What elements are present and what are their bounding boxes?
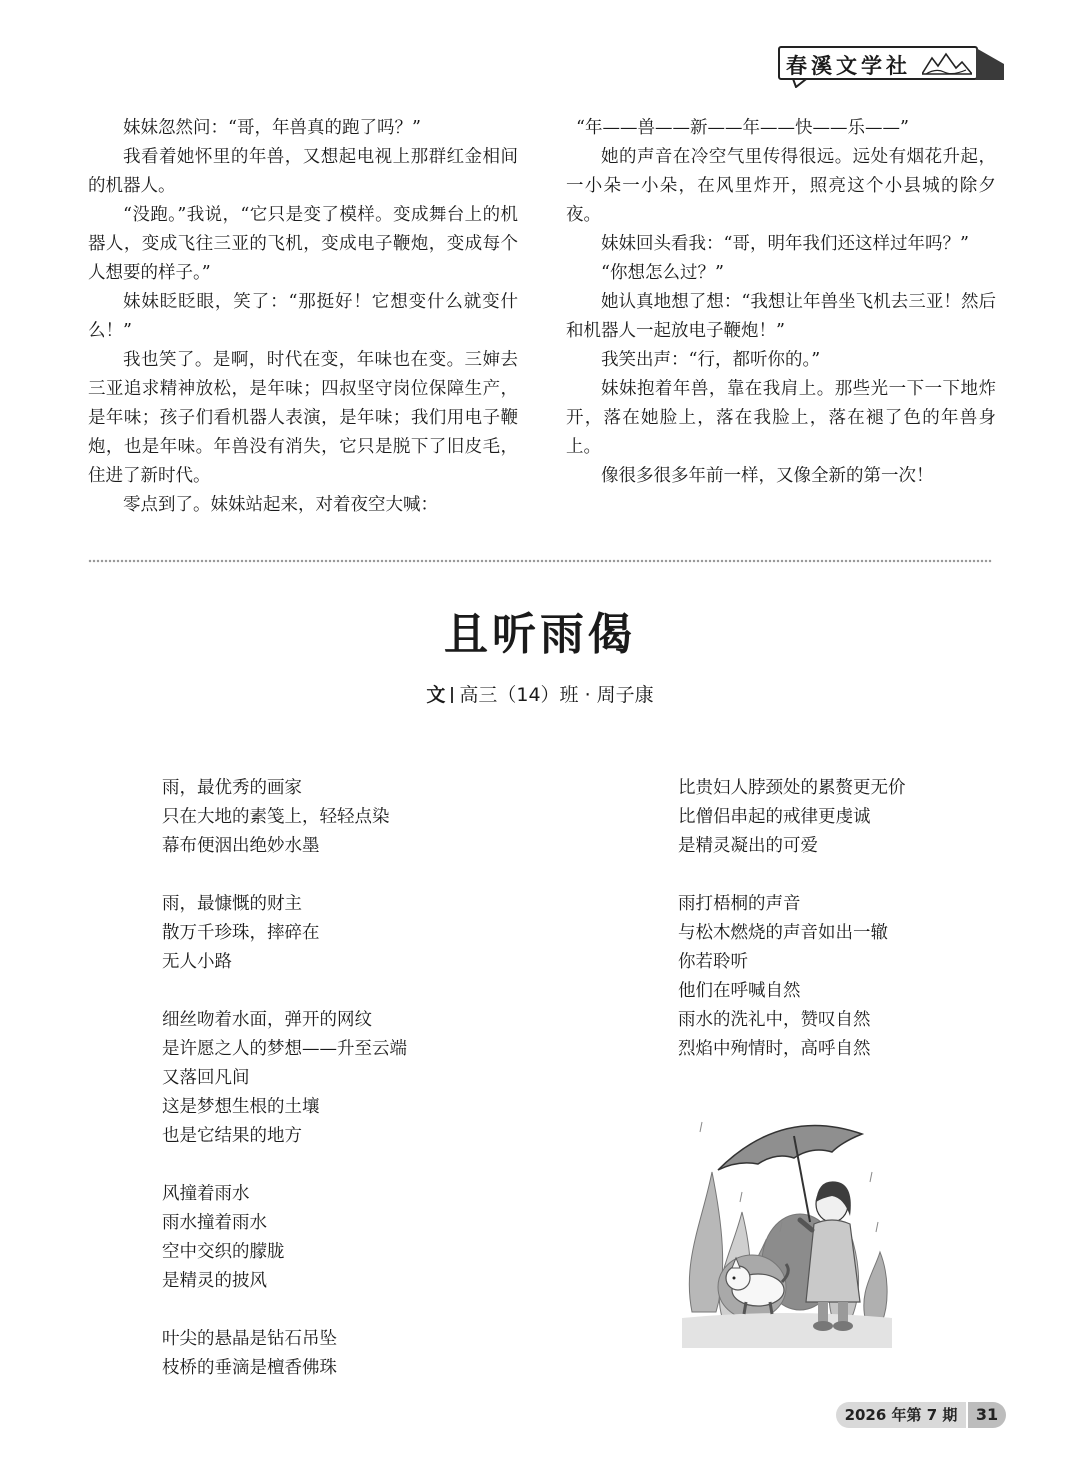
poem-line: 比贵妇人脖颈处的累赘更无价 <box>678 778 906 798</box>
poem-line: 幕布便洇出绝妙水墨 <box>162 836 320 856</box>
page-number: 31 <box>968 1402 1006 1428</box>
poem-line: 烈焰中殉情时，高呼自然 <box>678 1039 871 1059</box>
paragraph: 她的声音在冷空气里传得很远。远处有烟花升起，一小朵一小朵，在风里炸开，照亮这个小县城的除夕夜。 <box>566 147 996 225</box>
poem-line: 雨打梧桐的声音 <box>678 894 801 914</box>
poem-line: 风撞着雨水 <box>162 1184 250 1204</box>
paragraph: 妹妹抱着年兽，靠在我肩上。那些光一下一下地炸开，落在她脸上，落在我脸上，落在褪了色的年兽身上。 <box>566 379 996 457</box>
poem-line: 无人小路 <box>162 952 232 972</box>
paragraph: “没跑。”我说，“它只是变了模样。变成舞台上的机器人，变成飞往三亚的飞机，变成电子鞭炮，变成每个人想要的样子。” <box>88 205 518 283</box>
poem-right-column <box>678 774 1008 1093</box>
poem-line: 是精灵凝出的可爱 <box>678 836 818 856</box>
stanza <box>678 774 1008 861</box>
paragraph: 像很多很多年前一样，又像全新的第一次！ <box>601 466 934 486</box>
poem-line: 又落回凡间 <box>162 1068 250 1088</box>
poem-line: 雨，最慷慨的财主 <box>162 894 302 914</box>
poem-line: 雨水的洗礼中，赞叹自然 <box>678 1010 871 1030</box>
paragraph: 我看着她怀里的年兽，又想起电视上那群红金相间的机器人。 <box>88 147 518 196</box>
paragraph: “年——兽——新——年——快——乐——” <box>576 118 909 138</box>
paragraph: 妹妹忽然问：“哥，年兽真的跑了吗？” <box>123 118 421 138</box>
poem-line: 雨水撞着雨水 <box>162 1213 267 1233</box>
poem-line: 雨，最优秀的画家 <box>162 778 302 798</box>
ground <box>682 1313 892 1348</box>
stanza <box>162 1325 542 1383</box>
stanza <box>678 890 1008 1064</box>
poem-line: 是许愿之人的梦想——升至云端 <box>162 1039 407 1059</box>
poem-line: 也是它结果的地方 <box>162 1126 302 1146</box>
section-title: 春溪文学社 <box>786 53 911 78</box>
paragraph: 妹妹眨眨眼，笑了：“那挺好！它想变什么就变什么！” <box>88 292 518 341</box>
poem-title: 且听雨偈 <box>444 609 636 660</box>
header-box <box>778 46 978 80</box>
byline-author: 高三（14）班 · 周子康 <box>459 684 654 706</box>
story-left-column <box>88 114 518 520</box>
story-right-column <box>566 114 996 491</box>
mountains-icon <box>922 52 972 76</box>
paragraph: 她认真地想了想：“我想让年兽坐飞机去三亚！然后和机器人一起放电子鞭炮！” <box>566 292 996 341</box>
paragraph: 妹妹回头看我：“哥，明年我们还这样过年吗？” <box>601 234 969 254</box>
paragraph: 我也笑了。是啊，时代在变，年味也在变。三婶去三亚追求精神放松，是年味；四叔坚守岗位保障生产，是年味；孩子们看机器人表演，是年味；我们用电子鞭炮，也是年味。年兽没有消失，它只是脱下了旧皮毛，住进了新时代。 <box>88 350 518 486</box>
poem-left-column <box>162 774 542 1412</box>
byline <box>0 680 1080 707</box>
poem-line: 比僧侣串起的戒律更虔诚 <box>678 807 871 827</box>
poem-line: 散万千珍珠，摔碎在 <box>162 923 320 943</box>
poem-line: 只在大地的素笺上，轻轻点染 <box>162 807 390 827</box>
poem-line: 枝桥的垂滴是檀香佛珠 <box>162 1358 337 1378</box>
poem-line: 你若聆听 <box>678 952 748 972</box>
dotted-divider <box>88 558 992 564</box>
poem-line: 与松木燃烧的声音如出一辙 <box>678 923 888 943</box>
girl-umbrella-illustration <box>682 1112 892 1348</box>
byline-prefix: 文 <box>426 684 446 706</box>
poem-line: 他们在呼喊自然 <box>678 981 801 1001</box>
stanza <box>162 1006 542 1151</box>
poem-line: 叶尖的悬晶是钻石吊坠 <box>162 1329 337 1349</box>
poem-line: 这是梦想生根的土壤 <box>162 1097 320 1117</box>
poem-line: 是精灵的披风 <box>162 1271 267 1291</box>
poem-line: 细丝吻着水面，弹开的网纹 <box>162 1010 372 1030</box>
poem-line: 空中交织的朦胧 <box>162 1242 285 1262</box>
stanza <box>162 890 542 977</box>
byline-separator <box>451 687 453 703</box>
ribbon-flag-icon <box>976 46 1006 82</box>
issue-label: 2026 年第 7 期 <box>836 1402 966 1428</box>
paragraph: 我笑出声：“行，都听你的。” <box>601 350 821 370</box>
stanza <box>162 774 542 861</box>
paragraph: 零点到了。妹妹站起来，对着夜空大喊： <box>123 495 438 515</box>
stanza <box>162 1180 542 1296</box>
column-header-tag <box>778 46 1006 84</box>
paragraph: “你想怎么过？” <box>601 263 724 283</box>
